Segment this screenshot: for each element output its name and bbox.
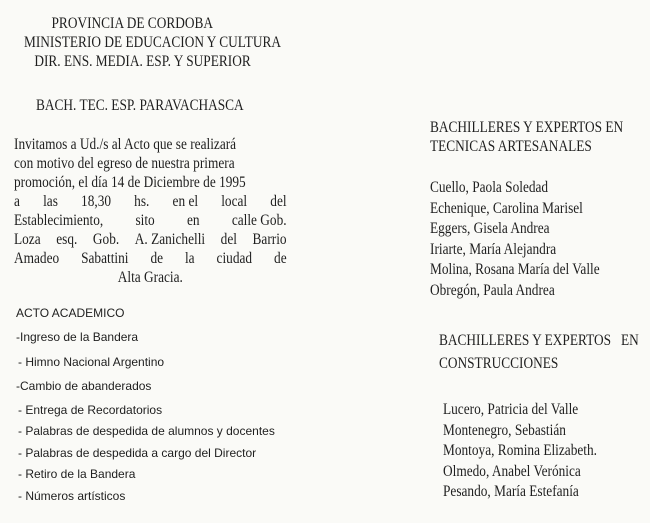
program-item: -Cambio de abanderados: [16, 379, 152, 393]
program-item: -Ingreso de la Bandera: [16, 330, 139, 344]
graduate-name: Echenique, Carolina Marisel: [430, 199, 583, 217]
graduate-name: Cuello, Paola Soledad: [430, 179, 549, 196]
graduate-name: Montoya, Romina Elizabeth.: [443, 442, 598, 459]
invitation-line-2: con motivo del egreso de nuestra primera: [14, 155, 235, 172]
invitation-line-5: Establecimiento, sito en calle Gob.: [14, 212, 287, 229]
graduate-name: Obregón, Paula Andrea: [430, 281, 555, 299]
graduate-name: Molina, Rosana María del Valle: [430, 261, 600, 278]
group1-names: [430, 178, 600, 301]
invitation-line-8: Alta Gracia.: [117, 269, 183, 286]
header-block: [24, 14, 281, 71]
program-item: - Retiro de la Bandera: [18, 467, 136, 481]
group2-title-line2: CONSTRUCCIONES: [439, 355, 559, 372]
invitation-text: [14, 135, 332, 287]
graduate-name: Pesando, María Estefanía: [443, 483, 579, 500]
invitation-line-3: promoción, el día 14 de Diciembre de 1995: [14, 174, 246, 191]
graduate-name: Eggers, Gisela Andrea: [430, 220, 550, 237]
invitation-line-6: Loza esq. Gob. A. Zanichelli del Barrio: [14, 231, 287, 248]
header-directorate: DIR. ENS. MEDIA. ESP. Y SUPERIOR: [34, 53, 251, 70]
graduate-name: Iriarte, María Alejandra: [430, 240, 557, 258]
header-province: PROVINCIA DE CORDOBA: [51, 15, 213, 32]
invitation-line-1: Invitamos a Ud./s al Acto que se realizará: [14, 136, 237, 153]
graduate-name: Olmedo, Anabel Verónica: [443, 462, 581, 480]
invitation-line-7: Amadeo Sabattini de la ciudad de: [14, 250, 287, 267]
program-title: ACTO ACADEMICO: [16, 306, 125, 320]
group2-names: [443, 400, 597, 503]
group2-title-line1: BACHILLERES Y EXPERTOS EN: [439, 332, 639, 349]
program-item: - Himno Nacional Argentino: [18, 355, 165, 369]
program-item: - Palabras de despedida a cargo del Director: [18, 446, 257, 460]
invitation-line-4: a las 18,30 hs. en el local del: [14, 193, 287, 210]
group2-title: [439, 329, 639, 375]
header-ministry: MINISTERIO DE EDUCACION Y CULTURA: [24, 34, 281, 51]
school-name: BACH. TEC. ESP. PARAVACHASCA: [36, 97, 244, 114]
program-item: - Números artísticos: [18, 489, 126, 503]
group1-title-line1: BACHILLERES Y EXPERTOS EN: [430, 119, 624, 136]
group1-title: [430, 118, 623, 156]
program-item: - Palabras de despedida de alumnos y docentes: [18, 424, 275, 438]
graduate-name: Montenegro, Sebastián: [443, 421, 566, 439]
group1-title-line2: TECNICAS ARTESANALES: [430, 138, 592, 155]
program-item: - Entrega de Recordatorios: [18, 403, 163, 417]
graduate-name: Lucero, Patricia del Valle: [443, 401, 579, 418]
